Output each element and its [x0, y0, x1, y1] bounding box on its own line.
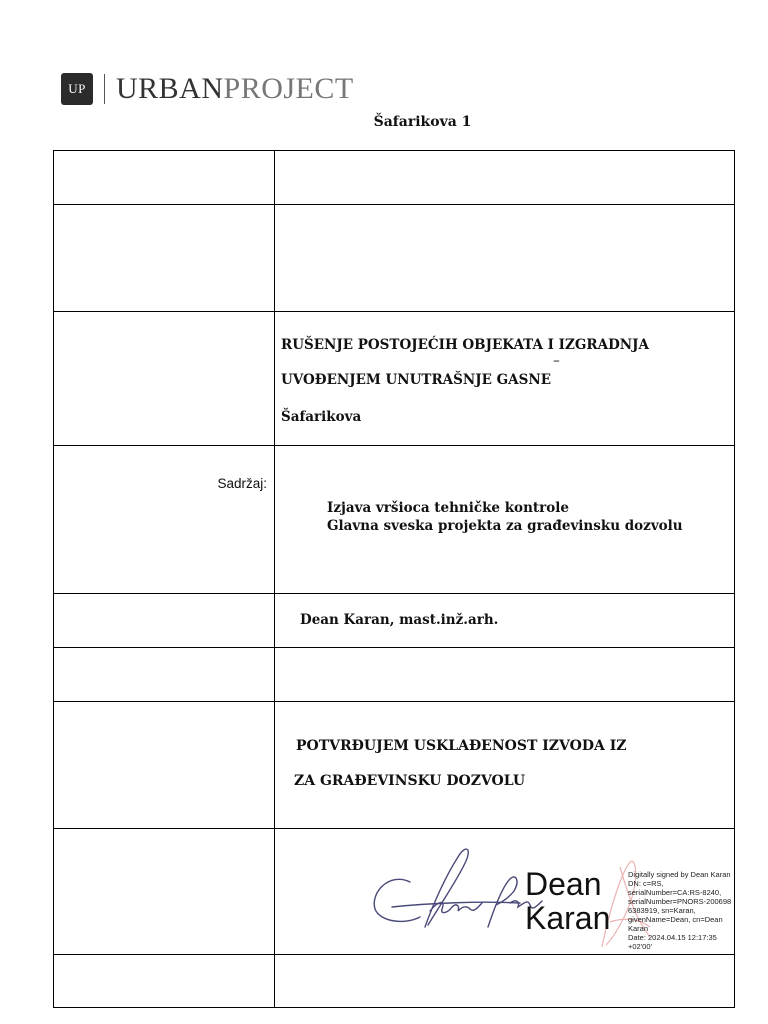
signature-detail-line: givenName=Dean, cn=Dean [628, 915, 723, 924]
table-row [54, 955, 735, 1008]
author-cell [275, 594, 735, 648]
table-cell [54, 648, 275, 702]
logo-name-part2: PROJECT [223, 72, 354, 105]
table-cell [275, 648, 735, 702]
table-cell [54, 151, 275, 205]
table-cell [54, 594, 275, 648]
table-row [54, 702, 735, 829]
content-item-2: Glavna sveska projekta za građevinsku dozvolu [327, 518, 683, 534]
content-label: Sadržaj: [217, 476, 267, 491]
signature-detail-line: +02'00' [628, 942, 652, 951]
signature-detail-line: serialNumber=PNORS-200698 [628, 897, 732, 906]
signature-detail-line: 6383919, sn=Karan, [628, 906, 696, 915]
table-cell [54, 312, 275, 446]
table-row [54, 829, 735, 955]
content-item-1: Izjava vršioca tehničke kontrole [327, 500, 569, 516]
signature-detail-line: DN: c=RS, [628, 879, 664, 888]
handwritten-signature [374, 849, 542, 927]
confirmation-cell [275, 702, 735, 829]
signer-last-name: Karan [525, 900, 611, 936]
table-cell [54, 205, 275, 312]
signature-detail-line: Digitally signed by Dean Karan [628, 870, 731, 879]
table-row [54, 594, 735, 648]
signature-details [628, 870, 733, 951]
signature-detail-line: Karan [628, 924, 649, 933]
table-row [54, 312, 735, 446]
table-cell [54, 702, 275, 829]
table-row [54, 205, 735, 312]
signature-detail-line: serialNumber=CA:RS-8240, [628, 888, 722, 897]
signer-first-name: Dean [525, 866, 602, 902]
logo-name-part1: URBAN [116, 72, 224, 105]
signer-name-large [525, 867, 610, 935]
table-row [54, 648, 735, 702]
confirmation-line1: POTVRĐUJEM USKLAĐENOST IZVODA IZ [296, 738, 627, 754]
table-row [54, 151, 735, 205]
company-logo [61, 73, 354, 105]
confirmation-line2: ZA GRAĐEVINSKU DOZVOLU [294, 773, 526, 789]
project-location: Šafarikova [281, 409, 362, 425]
table-cell [275, 205, 735, 312]
project-cell [275, 312, 735, 446]
table-cell [54, 955, 275, 1008]
table-row [54, 446, 735, 594]
table-cell [275, 151, 735, 205]
logo-divider [104, 74, 105, 104]
table-cell [275, 955, 735, 1008]
signature-detail-line: Date: 2024.04.15 12:17:35 [628, 933, 717, 942]
logo-wordmark [116, 73, 354, 105]
content-cell [275, 446, 735, 594]
table-cell [54, 829, 275, 955]
logo-mark: UP [61, 73, 93, 105]
content-label-cell [54, 446, 275, 594]
author-name: Dean Karan, mast.inž.arh. [300, 612, 499, 628]
document-address: Šafarikova 1 [373, 114, 472, 130]
signature-cell [275, 829, 735, 955]
title-block-table [53, 150, 735, 1008]
project-title-line2: UVOĐENJEM UNUTRAŠNJE GASNE [281, 372, 551, 388]
project-title-line1: RUŠENJE POSTOJEĆIH OBJEKATA I IZGRADNJA [281, 337, 649, 353]
digital-signature [370, 837, 730, 952]
project-title-dash: – [553, 353, 560, 369]
